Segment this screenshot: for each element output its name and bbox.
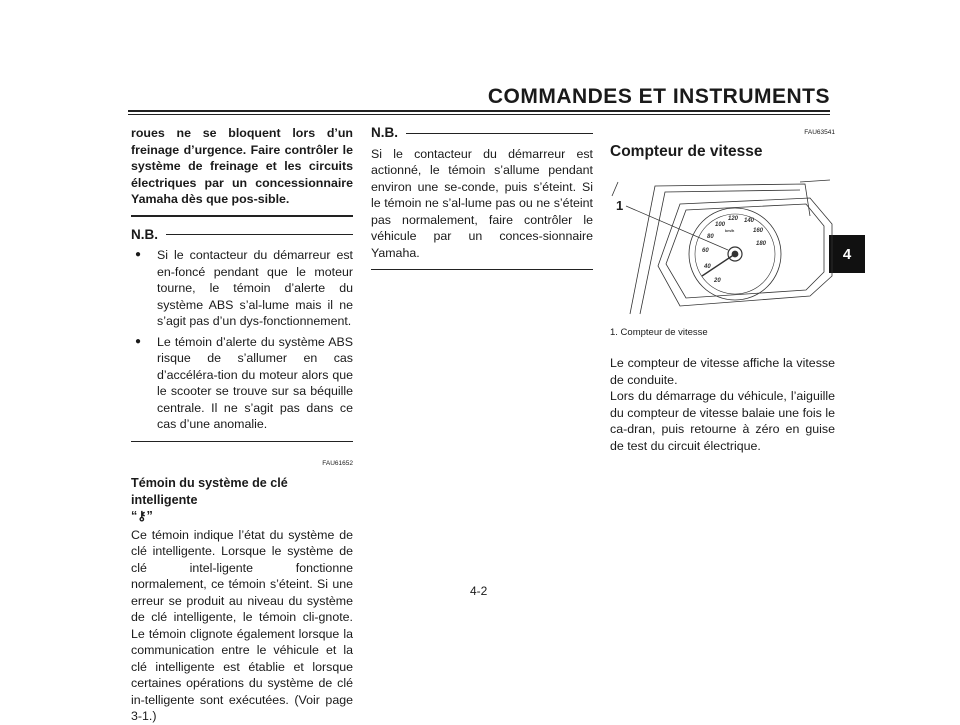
- nb-text: Si le contacteur du démarreur est actionné, le témoin s’allume pendant environ une se-conde, puis s’éteint. Si le témoin ne s’al-lume pas ou ne s’éteint pas normalement, faire contrôler le véhicule par un conces-sionnaire Yamaha.: [371, 146, 593, 260]
- warning-text: roues ne se bloquent lors d’un freinage d’urgence. Faire contrôler le système de freinage et les circuits électriques par un concessionnaire Yamaha dès que pos-sible.: [131, 126, 353, 206]
- callout-number: 1: [616, 198, 624, 213]
- frame-line: [630, 184, 810, 314]
- nb-item-text: Si le contacteur du démarreur est en-foncé pendant que le moteur tourne, le témoin d’alerte du système ABS s’al-lume mais il ne s’agit pas d’un dys-fonctionnement.: [157, 248, 353, 328]
- figure-caption: 1. Compteur de vitesse: [610, 326, 708, 338]
- page-number: 4-2: [470, 584, 488, 598]
- gauge-tick-label: 120: [728, 216, 739, 222]
- nb-item: [131, 334, 353, 433]
- body-paragraph: Le compteur de vitesse affiche la vitesse de conduite.: [610, 356, 835, 387]
- nb-label: N.B.: [131, 226, 158, 242]
- gauge-tick-label: 60: [702, 248, 709, 254]
- gauge-tick-label: 20: [714, 278, 721, 284]
- frame-line: [800, 180, 830, 182]
- nb-label: N.B.: [371, 125, 398, 140]
- nb-item-text: Le témoin d’alerte du système ABS risque de s’allumer en cas d’accéléra-tion du moteur alors que le scooter se trouve sur sa béquille centrale. Il ne s’agit pas dans ce cas d’une anomalie.: [157, 334, 353, 431]
- gauge-tick-label: 80: [707, 234, 714, 240]
- bullet-icon: ●: [135, 249, 142, 260]
- nb-end-rule: [371, 269, 593, 270]
- nb-end-rule: [131, 441, 353, 442]
- chapter-tab[interactable]: 4: [829, 235, 865, 273]
- section-title: Témoin du système de clé intelligente: [131, 476, 288, 507]
- section-title: Compteur de vitesse: [610, 142, 763, 160]
- gauge-unit: km/h: [725, 228, 735, 233]
- gauge-tick-label: 100: [715, 222, 726, 228]
- column-2: [371, 125, 593, 270]
- frame-line: [612, 182, 618, 196]
- column-3: [610, 125, 835, 454]
- page-header-title: COMMANDES ET INSTRUMENTS: [487, 85, 830, 108]
- gauge-tick-label: 180: [756, 241, 767, 247]
- nb-header: [131, 227, 353, 244]
- header-rule: [128, 110, 830, 112]
- nb-header: [371, 125, 593, 142]
- reference-code: FAU61652: [322, 459, 353, 467]
- gauge-tick-label: 40: [704, 264, 711, 270]
- nb-item: [131, 247, 353, 330]
- gauge-tick-label: 140: [744, 218, 755, 224]
- header-rule-thin: [128, 114, 830, 115]
- nb-rule: [166, 234, 353, 235]
- smart-key-symbol: “⚷”: [131, 509, 153, 523]
- gauge-tick-label: 160: [753, 228, 764, 234]
- bullet-icon: ●: [135, 335, 142, 347]
- column-1: [131, 125, 353, 725]
- body-paragraph: Lors du démarrage du véhicule, l’aiguille du compteur de vitesse balaie une fois le ca-dran, puis retourne à zéro en guise de test du circuit électrique.: [610, 389, 835, 453]
- speedometer-illustration: [610, 166, 835, 316]
- section-body: Ce témoin indique l’état du système de clé intelligente. Lorsque le système de clé intel-ligente fonctionne normalement, ce témoin s’éteint. Si une erreur se produit au niveau du système de clé intelligente, le témoin cli-gnote. Le témoin clignote également lorsque la communication entre le véhicule et la clé intelligente est établie et lorsque certaines opérations du système de clé in-telligente sont exécutées. (Voir page 3-1.): [131, 527, 353, 723]
- warning-end-rule: [131, 215, 353, 217]
- nb-rule: [406, 133, 593, 134]
- reference-code: FAU63541: [804, 129, 835, 136]
